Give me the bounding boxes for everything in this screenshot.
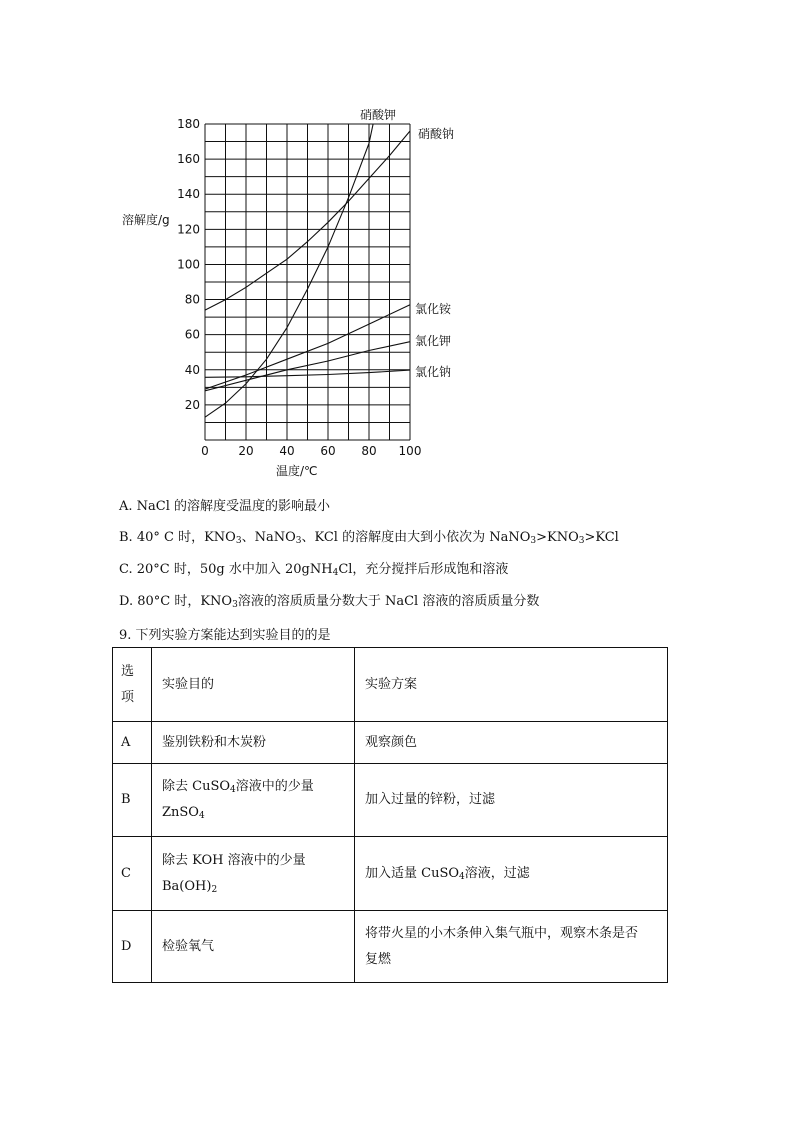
chart-grid (205, 124, 410, 440)
table-header-row (113, 648, 668, 722)
table-row: D 检验氧气 将带火星的小木条伸入集气瓶中，观察木条是否 复燃 (113, 911, 668, 983)
solubility-chart (110, 100, 490, 485)
option-b: B. 40° C 时，$KNO_3$、NaNO$_3$、KCl 的溶解度由大到小依次为 $NaNO_3>KNO_3>KCl$ (119, 530, 619, 546)
series-label: 硝酸钾 (360, 108, 397, 122)
table-row: B 除去 CuSO$_4$溶液中的少量 ZnSO$_4$ 加入过量的锌粉，过滤 (113, 764, 668, 837)
y-tick-label: 20 (184, 397, 200, 412)
series-labels (360, 107, 454, 379)
header-plan: 实验方案 (355, 648, 668, 722)
option-c: C. 20°C 时，50g 水中加入 20gNH$_4$Cl，充分搅拌后形成饱和溶液 (119, 562, 509, 578)
series-label: 硝酸钠 (418, 127, 455, 141)
series-label: 氯化钠 (415, 365, 452, 379)
x-tick-label: 80 (361, 444, 377, 458)
x-tick-label: 20 (238, 444, 254, 458)
y-tick-labels (177, 117, 200, 412)
option-a: A. NaCl 的溶解度受温度的影响最小 (119, 499, 331, 514)
series-label: 氯化钾 (415, 334, 452, 348)
y-tick-label: 100 (177, 257, 200, 272)
y-tick-label: 80 (184, 292, 200, 307)
series-label: 氯化铵 (415, 302, 452, 316)
y-tick-label: 120 (177, 222, 200, 237)
table-row: A 鉴别铁粉和木炭粉 观察颜色 (113, 722, 668, 764)
y-tick-label: 160 (177, 152, 200, 167)
y-tick-label: 140 (177, 187, 200, 202)
x-tick-label: 40 (279, 444, 295, 458)
y-tick-label: 180 (177, 117, 200, 131)
header-option: 选 项 (113, 648, 152, 722)
question-9: 9. 下列实验方案能达到实验目的的是 (119, 628, 331, 643)
y-tick-label: 40 (184, 362, 200, 377)
header-goal: 实验目的 (152, 648, 355, 722)
experiment-table (112, 647, 668, 983)
x-tick-label: 60 (320, 444, 336, 458)
x-tick-label: 100 (398, 444, 422, 458)
y-axis-label: 溶解度/g (122, 213, 170, 227)
x-tick-labels (201, 444, 421, 458)
option-d: D. 80°C 时，$KNO_3$溶液的溶质质量分数大于 NaCl 溶液的溶质质量分数 (119, 594, 540, 610)
table-row: C 除去 KOH 溶液中的少量 $Ba(OH)_2$ 加入适量 CuSO$_4$溶液，过滤 (113, 837, 668, 911)
y-tick-label: 60 (184, 327, 200, 342)
x-tick-label: 0 (201, 444, 209, 458)
x-axis-label: 温度/℃ (276, 464, 318, 478)
